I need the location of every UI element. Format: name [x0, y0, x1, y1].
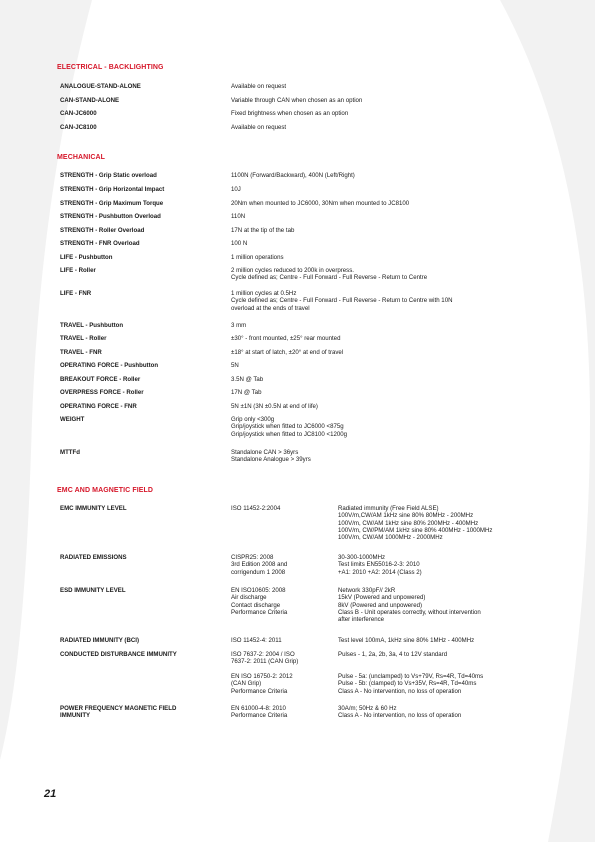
spec-value: Standalone CAN > 36yrs Standalone Analogue > 39yrs: [231, 449, 311, 464]
spec-value: Available on request: [231, 83, 287, 90]
spec-label: ANALOGUE-STAND-ALONE: [60, 83, 141, 90]
spec-label: STRENGTH - Pushbutton Overload: [60, 213, 161, 220]
emc-label: EMC IMMUNITY LEVEL: [60, 505, 127, 512]
emc-standard: EN ISO 16750-2: 2012 (CAN Grip) Performance Criteria: [231, 673, 293, 695]
spec-label: BREAKOUT FORCE - Roller: [60, 376, 141, 383]
emc-label: RADIATED IMMUNITY (BCI): [60, 637, 139, 644]
spec-label: WEIGHT: [60, 416, 85, 423]
spec-label: OPERATING FORCE - Pushbutton: [60, 362, 159, 369]
spec-label: TRAVEL - FNR: [60, 349, 102, 356]
emc-standard: ISO 7637-2: 2004 / ISO 7637-2: 2011 (CAN Grip): [231, 651, 299, 666]
emc-label: POWER FREQUENCY MAGNETIC FIELD IMMUNITY: [60, 705, 177, 720]
spec-value: 2 million cycles reduced to 200k in overpress. Cycle defined as; Centre - Full Forward - Full Reverse - Return to Centre: [231, 267, 428, 282]
emc-label: RADIATED EMISSIONS: [60, 554, 127, 561]
spec-value: 20Nm when mounted to JC6000, 30Nm when mounted to JC8100: [231, 200, 410, 207]
spec-label: CAN-STAND-ALONE: [60, 97, 120, 104]
spec-label: STRENGTH - FNR Overload: [60, 240, 140, 247]
emc-standard: CISPR25: 2008 3rd Edition 2008 and corrigendum 1 2008: [231, 554, 288, 576]
emc-requirement: Pulses - 1, 2a, 2b, 3a, 4 to 12V standard: [338, 651, 448, 658]
spec-label: LIFE - FNR: [60, 290, 92, 297]
emc-standard: EN ISO10605: 2008 Air discharge Contact discharge Performance Criteria: [231, 587, 288, 616]
emc-label: ESD IMMUNITY LEVEL: [60, 587, 126, 594]
spec-value: ±30° - front mounted, ±25° rear mounted: [231, 335, 341, 342]
emc-requirement: Test level 100mA, 1kHz sine 80% 1MHz - 400MHz: [338, 637, 475, 644]
spec-value: 10J: [231, 186, 241, 193]
spec-value: Available on request: [231, 124, 287, 131]
spec-label: STRENGTH - Grip Maximum Torque: [60, 200, 164, 207]
spec-value: 1 million cycles at 0.5Hz Cycle defined as; Centre - Full Forward - Full Reverse - Return to Centre with 10N overload at the ends of travel: [231, 290, 453, 312]
emc-standard: ISO 11452-4: 2011: [231, 637, 282, 644]
spec-label: OPERATING FORCE - FNR: [60, 403, 137, 410]
spec-value: Fixed brightness when chosen as an option: [231, 110, 349, 117]
emc-requirement: Pulse - 5a: (unclamped) to Vs+79V, Rs=4R, Td=40ms Pulse - 5b: (clamped) to Vs+35V, Rs=4R, Td=40ms Class A - No intervention, no loss of operation: [338, 673, 484, 695]
spec-value: 17N at the tip of the tab: [231, 227, 295, 234]
emc-label: CONDUCTED DISTURBANCE IMMUNITY: [60, 651, 177, 658]
spec-label: TRAVEL - Roller: [60, 335, 107, 342]
spec-label: STRENGTH - Grip Static overload: [60, 172, 157, 179]
spec-value: 100 N: [231, 240, 248, 247]
spec-value: Grip only <300g Grip/joystick when fitted to JC6000 <875g Grip/joystick when fitted to JC8100 <1200g: [231, 416, 348, 438]
spec-value: ±18° at start of latch, ±20° at end of travel: [231, 349, 344, 356]
spec-label: LIFE - Roller: [60, 267, 96, 274]
emc-requirement: Network 330pF// 2kR 15kV (Powered and unpowered) 8kV (Powered and unpowered) Class B - Unit operates correctly, without intervention after interference: [338, 587, 481, 624]
spec-label: MTTFd: [60, 449, 80, 456]
spec-value: 3.5N @ Tab: [231, 376, 264, 383]
spec-value: Variable through CAN when chosen as an option: [231, 97, 363, 104]
section-title-electrical: ELECTRICAL - BACKLIGHTING: [57, 64, 164, 71]
emc-standard: ISO 11452-2:2004: [231, 505, 281, 512]
spec-value: 1100N (Forward/Backward), 400N (Left/Right): [231, 172, 355, 179]
emc-requirement: Radiated immunity (Free Field ALSE) 100V/m,CW/AM 1kHz sine 80% 80MHz - 200MHz 100V/m, CW/AM 1kHz sine 80% 200MHz - 400MHz 100V/m, CW/PM/AM 1kHz sine 80% 400MHz - 1000MHz 100V/m, CW/AM 1000MHz - 2000MHz: [338, 505, 493, 542]
spec-value: 5N ±1N (3N ±0.5N at end of life): [231, 403, 318, 410]
emc-requirement: 30A/m; 50Hz & 60 Hz Class A - No intervention, no loss of operation: [338, 705, 462, 720]
spec-value: 3 mm: [231, 322, 247, 329]
spec-value: 110N: [231, 213, 246, 220]
spec-label: LIFE - Pushbutton: [60, 254, 113, 261]
section-title-emc: EMC AND MAGNETIC FIELD: [57, 487, 154, 494]
spec-label: TRAVEL - Pushbutton: [60, 322, 124, 329]
spec-label: STRENGTH - Roller Overload: [60, 227, 145, 234]
spec-label: STRENGTH - Grip Horizontal Impact: [60, 186, 165, 193]
spec-label: OVERPRESS FORCE - Roller: [60, 389, 144, 396]
spec-value: 5N: [231, 362, 239, 369]
spec-label: CAN-JC6000: [60, 110, 97, 117]
spec-value: 1 million operations: [231, 254, 284, 261]
emc-standard: EN 61000-4-8: 2010 Performance Criteria: [231, 705, 288, 720]
spec-value: 17N @ Tab: [231, 389, 262, 396]
spec-label: CAN-JC8100: [60, 124, 97, 131]
page-number: 21: [44, 788, 57, 800]
emc-requirement: 30-300-1000MHz Test limits EN55016-2-3: 2010 +A1: 2010 +A2: 2014 (Class 2): [338, 554, 422, 576]
section-title-mechanical: MECHANICAL: [57, 154, 106, 161]
